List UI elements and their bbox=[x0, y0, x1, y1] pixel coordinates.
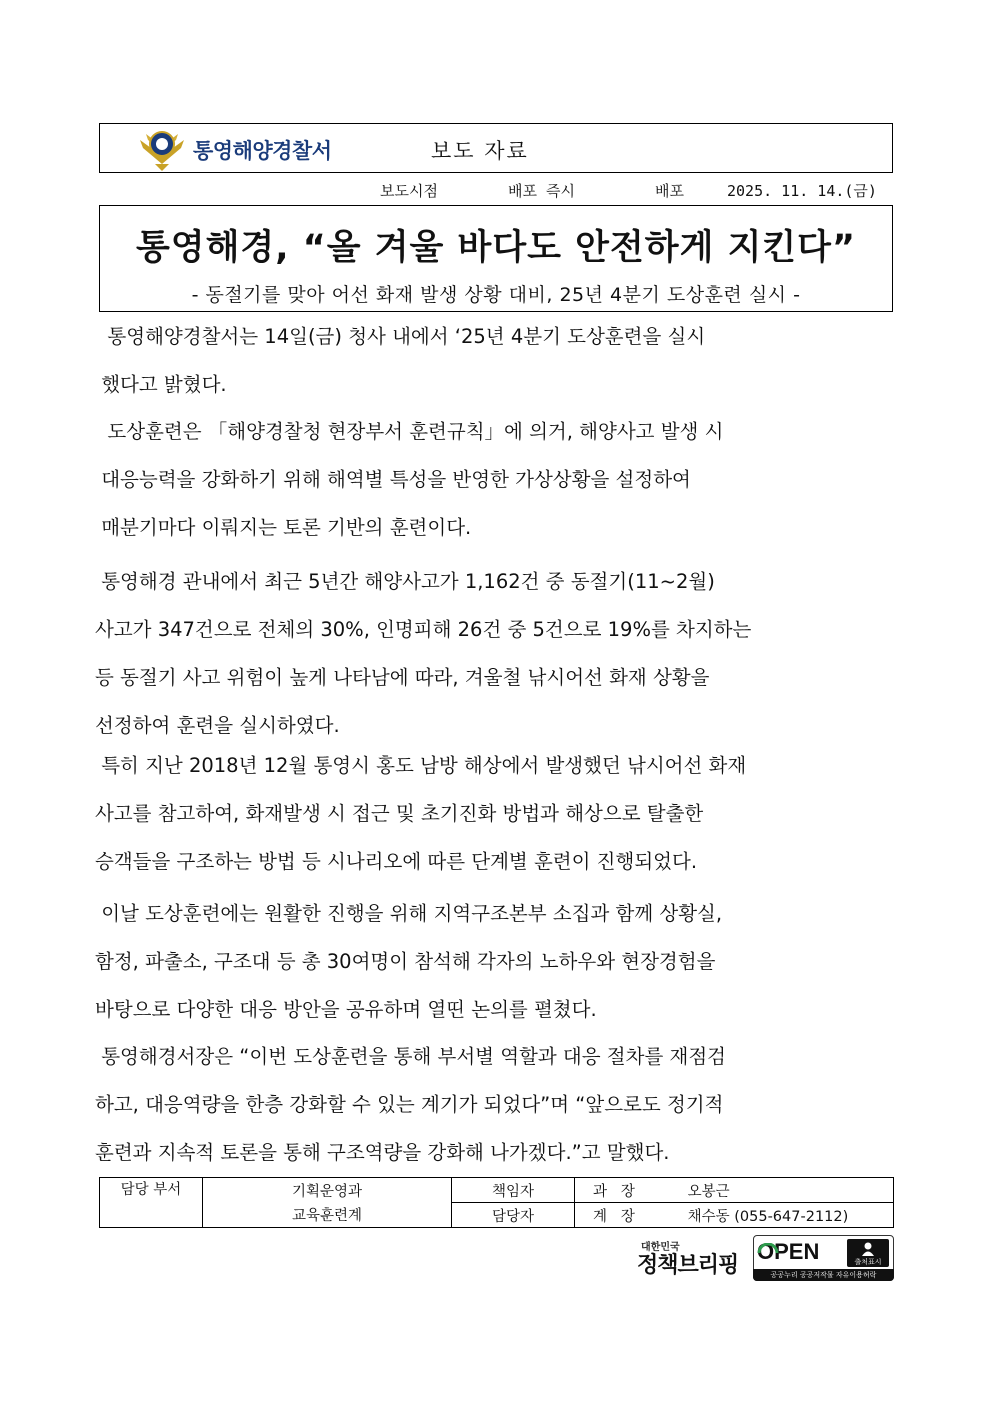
open-caption: 공공누리 공공저작물 자유이용허락 bbox=[753, 1269, 894, 1281]
paragraph-line: 매분기마다 이뤄지는 토론 기반의 훈련이다. bbox=[95, 516, 472, 539]
brief-big-text: 정책브리핑 bbox=[637, 1253, 739, 1278]
paragraph-line: 특히 지난 2018년 12월 통영시 홍도 남방 해상에서 발생했던 낚시어선 화재 bbox=[95, 754, 747, 777]
responsible-cell bbox=[575, 1178, 894, 1203]
responsible-name: 오봉근 bbox=[687, 1183, 730, 1200]
dept-1-cell bbox=[203, 1178, 452, 1203]
header-box bbox=[99, 123, 893, 173]
responsible-label-cell bbox=[452, 1178, 575, 1203]
paragraph-line: 했다고 밝혔다. bbox=[95, 373, 227, 396]
release-time-label: 보도시점 bbox=[380, 182, 438, 200]
coast-guard-emblem-icon bbox=[137, 126, 187, 172]
paragraph bbox=[95, 558, 895, 750]
title-box bbox=[99, 205, 893, 312]
org-name: 통영해양경찰서 bbox=[193, 139, 332, 163]
brief-small-text: 대한민국 bbox=[641, 1242, 680, 1253]
paragraph-line: 통영해경 관내에서 최근 5년간 해양사고가 1,162건 중 동절기(11~2월) bbox=[95, 570, 715, 593]
manager-title: 계 장 bbox=[593, 1208, 635, 1225]
contact-table bbox=[99, 1177, 894, 1228]
kogl-open-logo bbox=[753, 1235, 894, 1281]
paragraph-line: 사고를 참고하여, 화재발생 시 접근 및 초기진화 방법과 해상으로 탈출한 bbox=[95, 802, 704, 825]
distribution-label: 배포 bbox=[655, 182, 684, 200]
release-time-value: 배포 즉시 bbox=[508, 182, 575, 200]
paragraph bbox=[95, 313, 895, 409]
paragraph-line: 훈련과 지속적 토론을 통해 구조역량을 강화해 나가겠다.”고 말했다. bbox=[95, 1141, 670, 1164]
dept-1: 기획운영과 bbox=[291, 1183, 363, 1200]
paragraph-line: 도상훈련은 「해양경찰청 현장부서 훈련규칙」에 의거, 해양사고 발생 시 bbox=[95, 420, 724, 443]
paragraph-line: 선정하여 훈련을 실시하였다. bbox=[95, 714, 340, 737]
dept-label-cell bbox=[100, 1178, 203, 1228]
paragraph bbox=[95, 742, 895, 886]
manager-label: 담당자 bbox=[491, 1208, 535, 1225]
responsible-title: 과 장 bbox=[593, 1183, 635, 1200]
policy-briefing-logo bbox=[637, 1238, 745, 1282]
dept-2-cell bbox=[203, 1203, 452, 1228]
manager-cell bbox=[575, 1203, 894, 1228]
open-o-swoosh-icon bbox=[757, 1243, 779, 1263]
manager-name: 채수동 (055-647-2112) bbox=[687, 1208, 849, 1225]
paragraph-line: 사고가 347건으로 전체의 30%, 인명피해 26건 중 5건으로 19%를 차지하는 bbox=[95, 618, 752, 641]
open-text: OPEN bbox=[757, 1239, 820, 1264]
open-badge-text: 출처표시 bbox=[854, 1258, 882, 1266]
paragraph-line: 통영해경서장은 “이번 도상훈련을 통해 부서별 역할과 대응 절차를 재점검 bbox=[95, 1045, 726, 1068]
dept-label: 담당 부서 bbox=[120, 1182, 182, 1198]
person-icon bbox=[860, 1242, 876, 1256]
paragraph-line: 승객들을 구조하는 방법 등 시나리오에 따른 단계별 훈련이 진행되었다. bbox=[95, 850, 698, 873]
paragraph-line: 함정, 파출소, 구조대 등 총 30여명이 참석해 각자의 노하우와 현장경험을 bbox=[95, 950, 716, 973]
open-badge bbox=[847, 1239, 889, 1267]
sub-title: - 동절기를 맞아 어선 화재 발생 상황 대비, 25년 4분기 도상훈련 실시 - bbox=[191, 284, 801, 306]
responsible-label: 책임자 bbox=[491, 1183, 535, 1200]
paragraph-line: 이날 도상훈련에는 원활한 진행을 위해 지역구조본부 소집과 함께 상황실, bbox=[95, 902, 723, 925]
paragraph-line: 등 동절기 사고 위험이 높게 나타남에 따라, 겨울철 낚시어선 화재 상황을 bbox=[95, 666, 710, 689]
paragraph bbox=[95, 408, 895, 552]
manager-label-cell bbox=[452, 1203, 575, 1228]
main-title: 통영해경, “올 겨울 바다도 안전하게 지킨다” bbox=[136, 228, 856, 268]
paragraph-line: 대응능력을 강화하기 위해 해역별 특성을 반영한 가상상황을 설정하여 bbox=[95, 468, 691, 491]
paragraph-line: 바탕으로 다양한 대응 방안을 공유하며 열띤 논의를 펼쳤다. bbox=[95, 998, 597, 1021]
distribution-date: 2025. 11. 14.(금) bbox=[727, 182, 877, 200]
paragraph bbox=[95, 1033, 895, 1177]
dept-2: 교육훈련계 bbox=[291, 1208, 363, 1225]
press-label: 보도 자료 bbox=[431, 139, 529, 163]
paragraph bbox=[95, 890, 895, 1034]
paragraph-line: 하고, 대응역량을 한층 강화할 수 있는 계기가 되었다”며 “앞으로도 정기적 bbox=[95, 1093, 724, 1116]
paragraph-line: 통영해양경찰서는 14일(금) 청사 내에서 ‘25년 4분기 도상훈련을 실시 bbox=[95, 325, 706, 348]
